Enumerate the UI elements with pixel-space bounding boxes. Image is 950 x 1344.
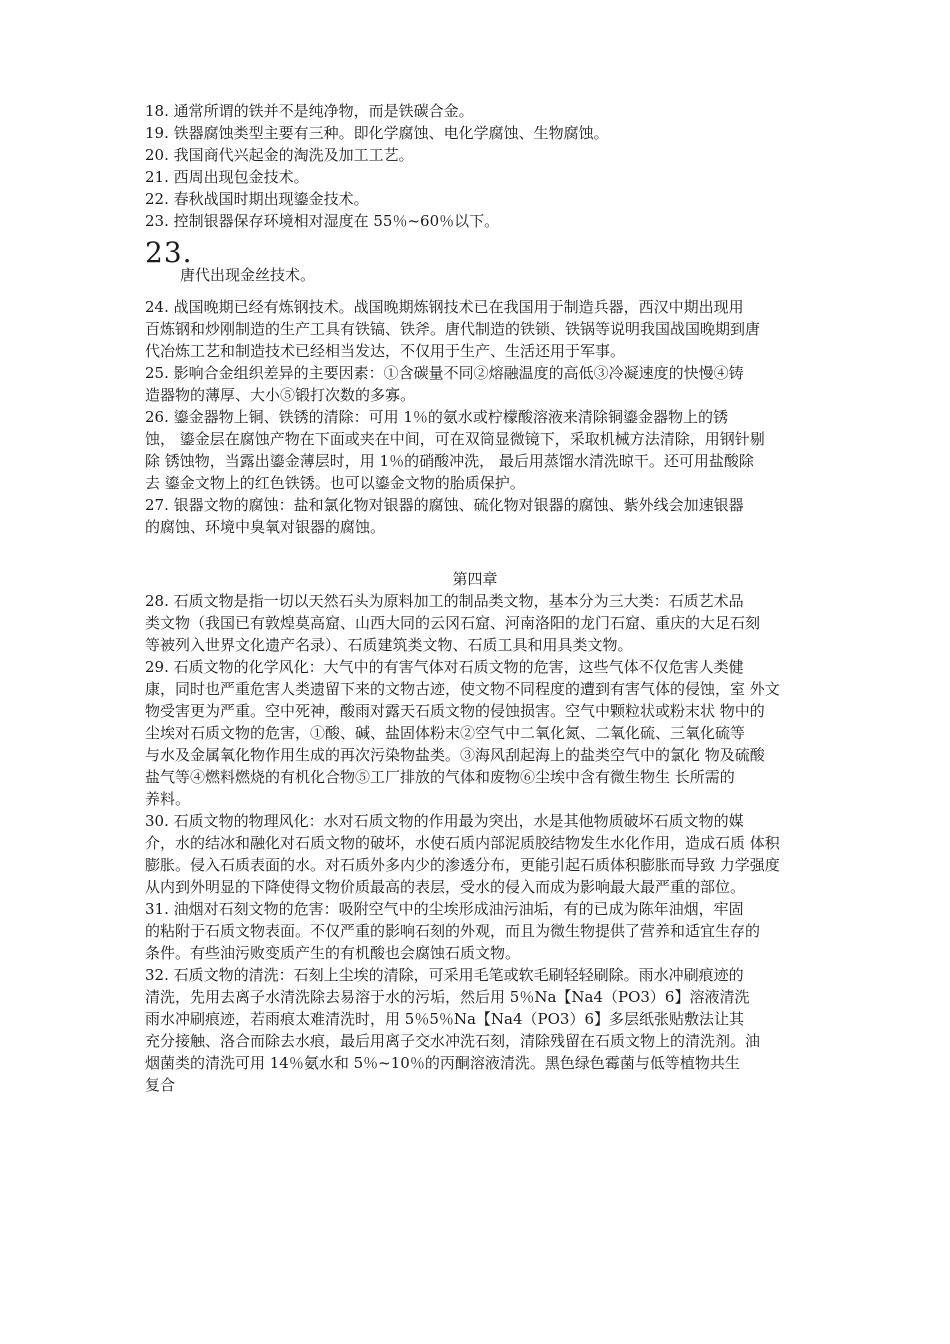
text-line: 21. 西周出现包金技术。	[145, 168, 309, 186]
text-line: 31. 油烟对石刻文物的危害：吸附空气中的尘埃形成油污油垢，有的已成为陈年油烟，牢固	[145, 900, 744, 918]
text-line: 26. 鎏金器物上铜、铁锈的清除：可用 1％的氨水或柠檬酸溶液来清除铜鎏金器物上的锈	[145, 408, 728, 426]
paragraph-group-metals	[145, 100, 810, 232]
text-line: 膨胀。侵入石质表面的水。对石质外多内少的渗透分布，更能引起石质体积膨胀而导致 力学强度	[145, 856, 780, 874]
text-line: 28. 石质文物是指一切以天然石头为原料加工的制品类文物，基本分为三大类：石质艺术品	[145, 592, 744, 610]
text-line: 介，水的结冰和融化对石质文物的破坏，水使石质内部泥质胶结物发生水化作用，造成石质 体积	[145, 834, 780, 852]
text-line: 从内到外明显的下降使得文物价质最高的表层，受水的侵入而成为影响最大最严重的部位。	[145, 878, 746, 896]
text-line: 复合	[145, 1076, 176, 1094]
text-line: 27. 银器文物的腐蚀：盐和氯化物对银器的腐蚀、硫化物对银器的腐蚀、紫外线会加速银器	[145, 496, 744, 514]
text-line: 代冶炼工艺和制造技术已经相当发达，不仅用于生产、生活还用于军事。	[145, 342, 626, 360]
paragraph-group-alloys	[145, 296, 810, 538]
text-line: 养料。	[145, 790, 191, 808]
text-line: 20. 我国商代兴起金的淘洗及加工工艺。	[145, 146, 414, 164]
text-line: 充分接触、洛合而除去水痕，最后用离子交水冲洗石刻，清除残留在石质文物上的清洗剂。油	[145, 1032, 761, 1050]
indented-line	[180, 264, 845, 286]
text-line: 盐气等④燃料燃烧的有机化合物⑤工厂排放的气体和废物⑥尘埃中含有微生物生 长所需的	[145, 768, 735, 786]
text-line: 22. 春秋战国时期出现鎏金技术。	[145, 190, 369, 208]
text-line: 23. 控制银器保存环境相对湿度在 55％~60％以下。	[145, 212, 500, 230]
text-line: 与水及金属氧化物作用生成的再次污染物盐类。③海风刮起海上的盐类空气中的氯化 物及硫酸	[145, 746, 765, 764]
text-line: 的粘附于石质文物表面。不仅严重的影响石刻的外观，而且为微生物提供了营养和适宜生存的	[145, 922, 761, 940]
text-line: 等被列入世界文化遗产名录）、石质建筑类文物、石质工具和用具类文物。	[145, 636, 633, 654]
text-line: 除 锈蚀物，当露出鎏金薄层时，用 1％的硝酸冲洗， 最后用蒸馏水清洗晾干。还可用盐酸除	[145, 452, 754, 470]
text-line: 19. 铁器腐蚀类型主要有三种。即化学腐蚀、电化学腐蚀、生物腐蚀。	[145, 124, 609, 142]
text-line: 32. 石质文物的清洗：石刻上尘埃的清除，可采用毛笔或软毛刷轻轻刷除。雨水冲刷痕迹的	[145, 966, 744, 984]
text-line: 类文物（我国已有敦煌莫高窟、山西大同的云冈石窟、河南洛阳的龙门石窟、重庆的大足石刻	[145, 614, 761, 632]
text-line: 尘埃对石质文物的危害，①酸、碱、盐固体粉末②空气中二氧化氮、二氧化硫、三氧化硫等	[145, 724, 746, 742]
text-line: 去 鎏金文物上的红色铁锈。也可以鎏金文物的胎质保护。	[145, 474, 525, 492]
text-line: 雨水冲刷痕迹，若雨痕太难清洗时，用 5％5％Na【Na4（PO3）6】多层纸张贴敷法让其	[145, 1010, 745, 1028]
text-line: 25. 影响合金组织差异的主要因素：①含碳量不同②熔融温度的高低③冷凝速度的快慢④铸	[145, 364, 744, 382]
chapter-heading: 第四章	[452, 570, 498, 588]
text-line: 烟菌类的清洗可用 14％氨水和 5％~10％的丙酮溶液清洗。黑色绿色霉菌与低等植物共生	[145, 1054, 740, 1072]
text-line: 百炼钢和炒刚制造的生产工具有铁镐、铁斧。唐代制造的铁锁、铁锅等说明我国战国晚期到唐	[145, 320, 761, 338]
text-line: 唐代出现金丝技术。	[180, 266, 316, 284]
text-line: 造器物的薄厚、大小⑤锻打次数的多寡。	[145, 386, 416, 404]
text-line: 24. 战国晚期已经有炼钢技术。战国晚期炼钢技术已在我国用于制造兵器，西汉中期出现用	[145, 298, 744, 316]
text-line: 的腐蚀、环境中臭氧对银器的腐蚀。	[145, 518, 386, 536]
text-line: 清洗，先用去离子水清洗除去易溶于水的污垢，然后用 5％Na【Na4（PO3）6】溶液清洗	[145, 988, 750, 1006]
text-line: 蚀， 鎏金层在腐蚀产物在下面或夹在中间，可在双筒显微镜下，采取机械方法清除，用钢针剔	[145, 430, 765, 448]
large-item-number: 23.	[145, 236, 193, 269]
text-line: 条件。有些油污败变质产生的有机酸也会腐蚀石质文物。	[145, 944, 521, 962]
text-line: 18. 通常所谓的铁并不是纯净物，而是铁碳合金。	[145, 102, 474, 120]
paragraph-group-stone	[145, 590, 810, 1096]
text-line: 30. 石质文物的物理风化：水对石质文物的作用最为突出，水是其他物质破坏石质文物的媒	[145, 812, 744, 830]
text-line: 康，同时也严重危害人类遗留下来的文物古迹，使文物不同程度的遭到有害气体的侵蚀，室 外文	[145, 680, 780, 698]
text-line: 29. 石质文物的化学风化：大气中的有害气体对石质文物的危害，这些气体不仅危害人类健	[145, 658, 744, 676]
text-line: 物受害更为严重。空中死神，酸雨对露天石质文物的侵蚀损害。空气中颗粒状或粉末状 物中的	[145, 702, 765, 720]
